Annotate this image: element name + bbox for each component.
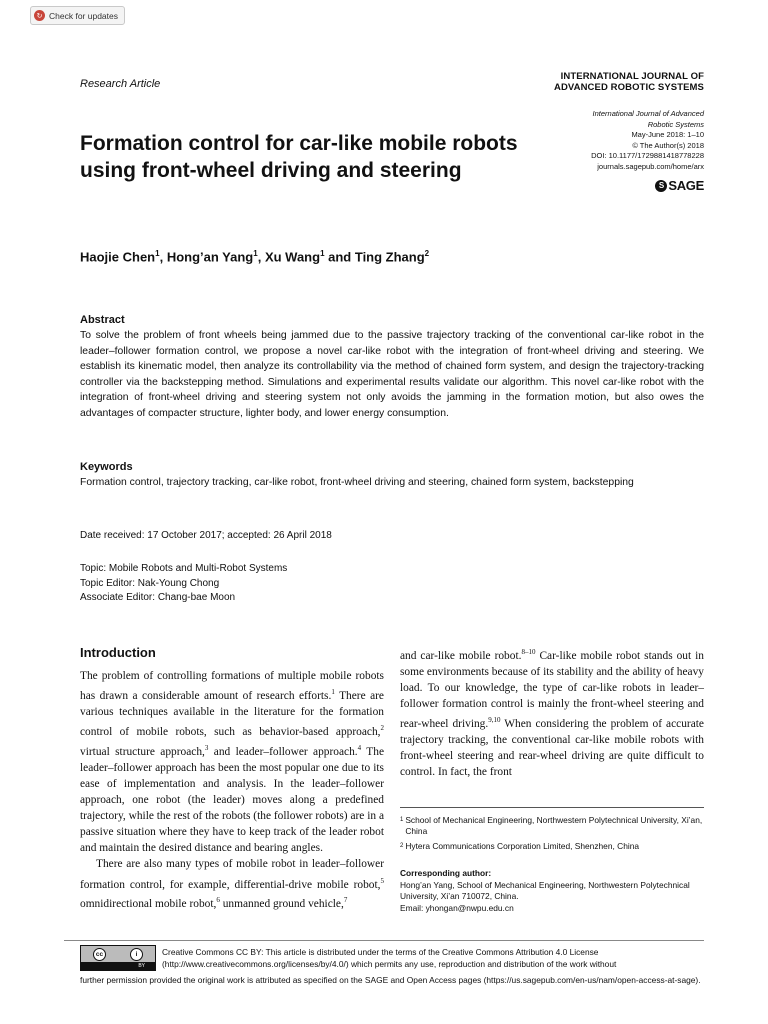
meta-copyright: © The Author(s) 2018 (632, 140, 704, 150)
citation-ref[interactable]: 2 (380, 724, 384, 733)
affiliation-item (400, 815, 704, 838)
keywords-text: Formation control, trajectory tracking, car-like robot, front-wheel driving and steering, chained form system, backstepping (80, 477, 634, 488)
check-for-updates-label: Check for updates (49, 10, 118, 21)
author-list: Haojie Chen$^1$, Hong’an Yang$^1$, Xu Wang$^1$ and Ting Zhang$^2$ (80, 249, 430, 265)
meta-journal-line1: International Journal of Advanced (592, 109, 704, 118)
abstract-heading: Abstract (80, 314, 125, 326)
citation-ref[interactable]: 4 (357, 743, 362, 752)
journal-name-line1: INTERNATIONAL JOURNAL OF (560, 71, 704, 82)
corresponding-heading: Corresponding author: (400, 868, 492, 878)
article-type: Research Article (80, 78, 161, 90)
citation-ref[interactable]: 8–10 (521, 648, 536, 656)
paper-title: Formation control for car-like mobile robots using front-wheel driving and steering (80, 132, 518, 182)
intro-paragraph-1: The problem of controlling formations of multiple mobile robots has drawn a considerable amount of research efforts.$^1$ There are various techniques available in the literature for the formation control of mobile robots, such as behavior-based approach,$^2$ virtual structure approach,$^3$ and leader–follower approach.$^4$ The leader–follower approach has been the most popular one due to its ease of implementation and analysis. In the leader–follower approach, one robot (the leader) moves along a predefined trajectory, while the rest of the robots (the follower robots) are in a passive situation where they have to keep track of the leader robot and maintain the desired distance and bearing angles. (80, 670, 385, 855)
footnote-divider (400, 807, 704, 808)
attribution-icon: i (130, 948, 143, 961)
cc-by-badge[interactable] (80, 945, 156, 971)
license-divider (64, 940, 704, 941)
meta-journal-line2: Robotic Systems (647, 119, 704, 129)
affiliation-marker: 2 (424, 249, 430, 258)
affiliations (400, 815, 704, 852)
topic: Topic: Mobile Robots and Multi-Robot Systems (80, 563, 288, 574)
sage-logo-icon: S (655, 180, 667, 192)
meta-doi[interactable]: DOI: 10.1177/1729881418778228 (591, 151, 704, 160)
intro-paragraph-2-cont: and car-like mobile robot.$^{8-10}$ Car-like mobile robot stands out in some environments because of its stability and the ability of heavy load. To our knowledge, the type of car-like robots in leader–follower formation control is mainly the front-wheel steering and rear-wheel driving.$^{9,10}$ When considering the problem of accurate trajectory tracking, the conventional car-like mobile robots with front-wheel steering and rear-wheel driving are quite difficult to control. In fact, the front (400, 648, 704, 779)
affiliation-text: School of Mechanical Engineering, Northwestern Polytechnical University, Xi’an, China (405, 815, 703, 837)
citation-ref[interactable]: 1 (331, 688, 335, 697)
publisher-name: SAGE (668, 178, 704, 193)
cc-icon: cc (93, 948, 106, 961)
citation-ref[interactable]: 7 (343, 896, 348, 905)
affiliation-number: 2 (400, 842, 404, 849)
intro-paragraph-2-start: There are also many types of mobile robot in leader–follower formation control, for example, differential-drive mobile robot,$^5$ omnidirectional mobile robot,$^6$ unmanned ground vehicle,$^7$ (80, 858, 384, 911)
journal-name (554, 71, 704, 93)
author-name: Xu Wang (264, 249, 321, 265)
dates: Date received: 17 October 2017; accepted: 26 April 2018 (80, 530, 332, 541)
associate-editor: Associate Editor: Chang-bae Moon (80, 592, 236, 603)
corresponding-text: Hong’an Yang, School of Mechanical Engineering, Northwestern Polytechnical University, Xi’an 710072, China. (400, 879, 690, 901)
corresponding-email[interactable]: Email: yhongan@nwpu.edu.cn (400, 902, 514, 913)
license-text-1: Creative Commons CC BY: This article is distributed under the terms of the Creative Commons Attribution 4.0 License (http://www.creativecommons.org/licenses/by/4.0/) which permits any use, reproduction and distribution of the work without (162, 947, 617, 969)
by-label: BY (138, 963, 145, 969)
update-icon: ↻ (34, 10, 45, 21)
affiliation-marker: 1 (320, 249, 325, 258)
citation-ref[interactable]: 6 (216, 896, 220, 905)
license-text-2: further permission provided the original work is attributed as specified on the SAGE and Open Access pages (https://us.sagepub.com/en-us/nam/open-access-at-sage). (80, 975, 701, 985)
topic-editor: Topic Editor: Nak-Young Chong (80, 577, 220, 589)
topic-info (80, 562, 287, 606)
author-name: Ting Zhang (354, 249, 425, 265)
introduction-column-1 (80, 668, 384, 912)
affiliation-item (400, 841, 704, 852)
introduction-column-2 (400, 644, 704, 780)
author-name: Haojie Chen (80, 249, 156, 265)
affiliation-marker: 1 (253, 249, 258, 258)
citation-ref[interactable]: 9,10 (488, 716, 501, 725)
affiliation-number: 1 (400, 817, 404, 823)
author-name: Hong’an Yang (166, 249, 254, 265)
journal-name-line2: ADVANCED ROBOTIC SYSTEMS (553, 82, 704, 93)
affiliation-text: Hytera Communications Corporation Limited, Shenzhen, China (405, 840, 640, 851)
citation-ref[interactable]: 5 (380, 876, 384, 885)
abstract-text: To solve the problem of front wheels being jammed due to the passive trajectory tracking of the conventional car-like robot in the leader–follower formation control, we propose a novel car-like robot with the integration of front-wheel driving and steering. We establish its kinematic model, then analyze its controllability via the method of chained form system, and design the trajectory-tracking controller via the backstepping method. Simulations and experimental results validate our algorithm. This novel car-like robot with the integration of front-wheel driving and steering system not only avoids the jamming in the formation motion, but also owes the advantages of compacter structure, lighter body, and lower energy consumption. (80, 330, 704, 419)
affiliation-marker: 1 (155, 249, 160, 258)
citation-ref[interactable]: 3 (204, 743, 209, 752)
journal-metadata (591, 109, 704, 172)
check-for-updates-button[interactable] (30, 6, 125, 25)
keywords-heading: Keywords (80, 461, 133, 473)
meta-issue: May-June 2018: 1–10 (631, 130, 704, 139)
introduction-heading: Introduction (80, 645, 156, 660)
meta-url[interactable]: journals.sagepub.com/home/arx (597, 161, 704, 171)
publisher-logo (655, 178, 704, 193)
corresponding-author (400, 868, 704, 914)
